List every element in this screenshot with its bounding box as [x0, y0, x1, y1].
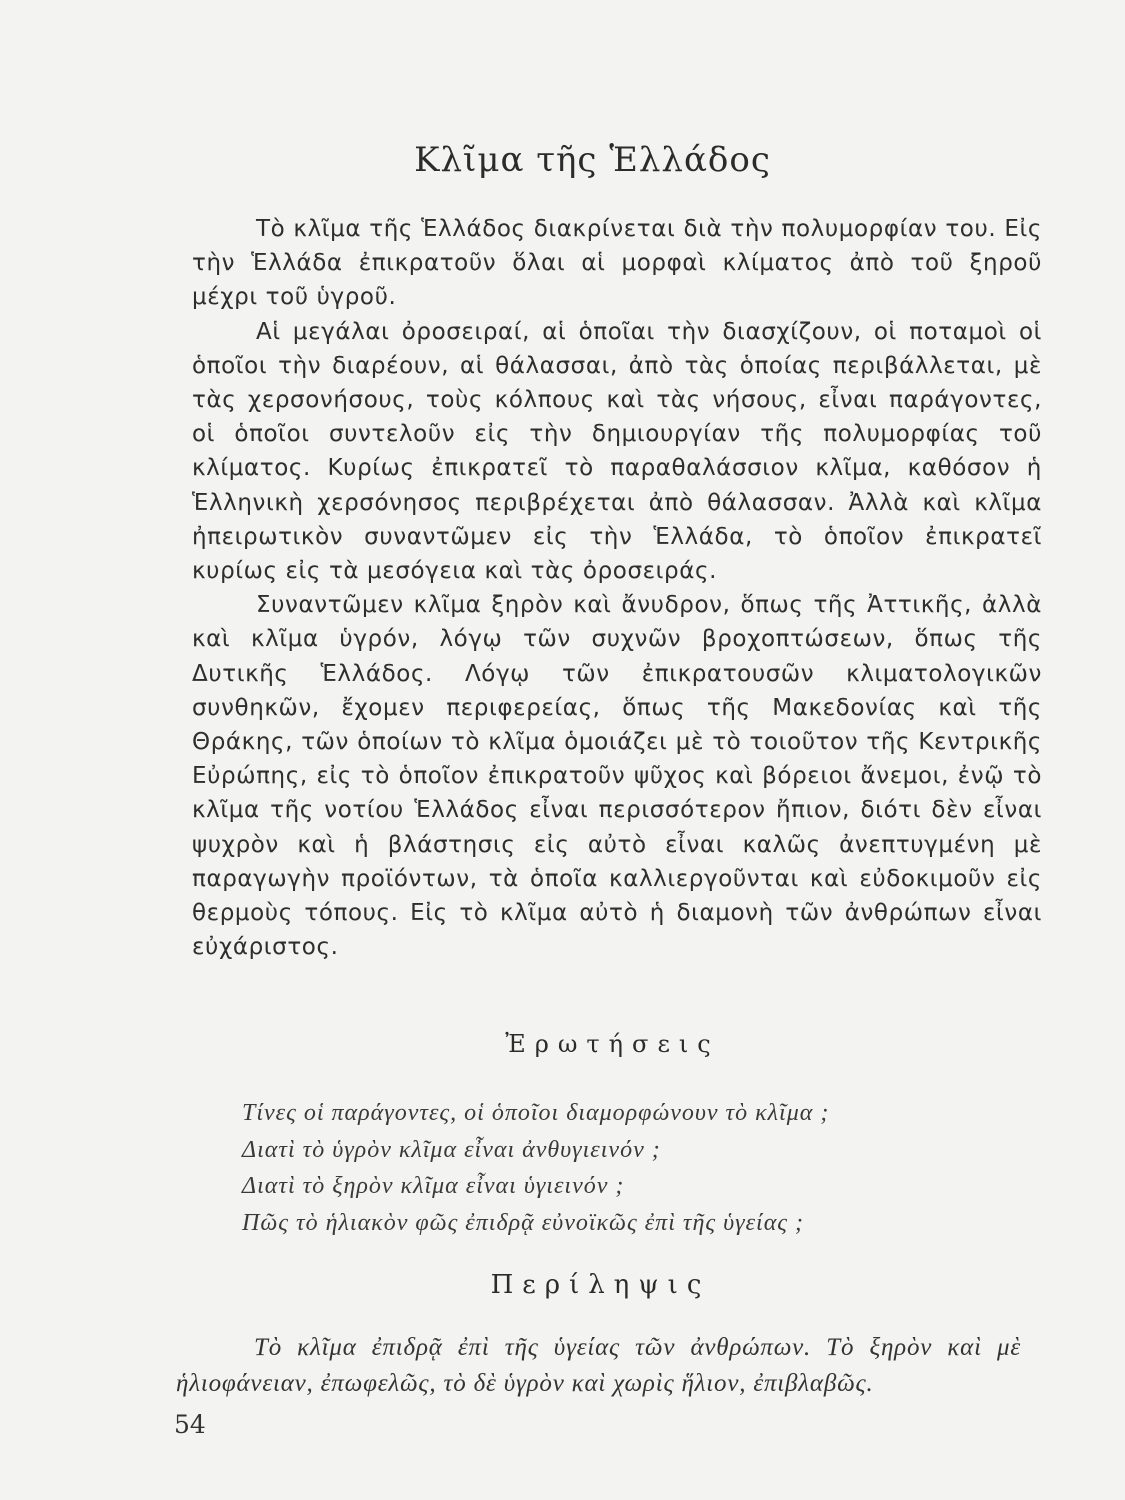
questions-heading: Ἐρωτήσεις — [505, 1030, 720, 1058]
paragraph-3: Συναντῶμεν κλῖμα ξηρὸν καὶ ἄνυδρον, ὅπως τῆς Ἀττικῆς, ἀλλὰ καὶ κλῖμα ὑγρόν, λόγῳ τῶν συχνῶν βροχοπτώσεων, ὅπως τῆς Δυτικῆς Ἑλλάδος. Λόγῳ τῶν ἐπικρατουσῶν κλιματολογικῶν συνθηκῶν, ἔχομεν περιφερείας, ὅπως τῆς Μακεδονίας καὶ τῆς Θράκης, τῶν ὁποίων τὸ κλῖμα ὁμοιάζει μὲ τὸ τοιοῦτον τῆς Κεντρικῆς Εὐρώπης, εἰς τὸ ὁποῖον ἐπικρατοῦν ψῦχος καὶ βόρειοι ἄνεμοι, ἐνῷ τὸ κλῖμα τῆς νοτίου Ἑλλάδος εἶναι περισσότερον ἤπιον, διότι δὲν εἶναι ψυχρὸν καὶ ἡ βλάστησις εἰς αὐτὸ εἶναι καλῶς ἀνεπτυγμένη μὲ παραγωγὴν προϊόντων, τὰ ὁποῖα καλλιεργοῦνται καὶ εὐδοκιμοῦν εἰς θερμοὺς τόπους. Εἰς τὸ κλῖμα αὐτὸ ἡ διαμονὴ τῶν ἀνθρώπων εἶναι εὐχάριστος. — [192, 592, 1042, 961]
questions-list — [242, 1095, 962, 1241]
page-title: Κλῖμα τῆς Ἑλλάδος — [414, 140, 771, 180]
paragraph-1: Τὸ κλῖμα τῆς Ἑλλάδος διακρίνεται διὰ τὴν πολυμορφίαν του. Εἰς τὴν Ἑλλάδα ἐπικρατοῦν ὅλαι αἱ μορφαὶ κλίματος ἀπὸ τοῦ ξηροῦ μέχρι τοῦ ὑγροῦ. — [192, 216, 1042, 311]
question-item: Πῶς τὸ ἡλιακὸν φῶς ἐπιδρᾷ εὐνοϊκῶς ἐπὶ τῆς ὑγείας ; — [242, 1209, 805, 1236]
paragraph-2: Αἱ μεγάλαι ὀροσειραί, αἱ ὁποῖαι τὴν διασχίζουν, οἱ ποταμοὶ οἱ ὁποῖοι τὴν διαρέουν, αἱ θάλασσαι, ἀπὸ τὰς ὁποίας περιβάλλεται, μὲ τὰς χερσονήσους, τοὺς κόλπους καὶ τὰς νήσους, εἶναι παράγοντες, οἱ ὁποῖοι συντελοῦν εἰς τὴν δημιουργίαν τῆς πολυμορφίας τοῦ κλίματος. Κυρίως ἐπικρατεῖ τὸ παραθαλάσσιον κλῖμα, καθόσον ἡ Ἑλληνικὴ χερσόνησος περιβρέχεται ἀπὸ θάλασσαν. Ἀλλὰ καὶ κλῖμα ἠπειρωτικὸν συναντῶμεν εἰς τὴν Ἑλλάδα, τὸ ὁποῖον ἐπικρατεῖ κυρίως εἰς τὰ μεσόγεια καὶ τὰς ὀροσειράς. — [192, 318, 1042, 585]
question-item: Τίνες οἱ παράγοντες, οἱ ὁποῖοι διαμορφώνουν τὸ κλῖμα ; — [242, 1100, 830, 1126]
question-item: Διατὶ τὸ ὑγρὸν κλῖμα εἶναι ἀνθυγιεινόν ; — [242, 1136, 661, 1163]
main-text — [192, 212, 1042, 964]
summary-text: Τὸ κλῖμα ἐπιδρᾷ ἐπὶ τῆς ὑγείας τῶν ἀνθρώπων. Τὸ ξηρὸν καὶ μὲ ἡλιοφάνειαν, ἐπωφελῶς, τὸ δὲ ὑγρὸν καὶ χωρὶς ἥλιον, ἐπιβλαβῶς. — [176, 1334, 1021, 1397]
question-item: Διατὶ τὸ ξηρὸν κλῖμα εἶναι ὑγιεινόν ; — [242, 1173, 625, 1199]
summary-heading: Περίληψις — [490, 1270, 711, 1300]
page-number: 54 — [174, 1410, 206, 1439]
